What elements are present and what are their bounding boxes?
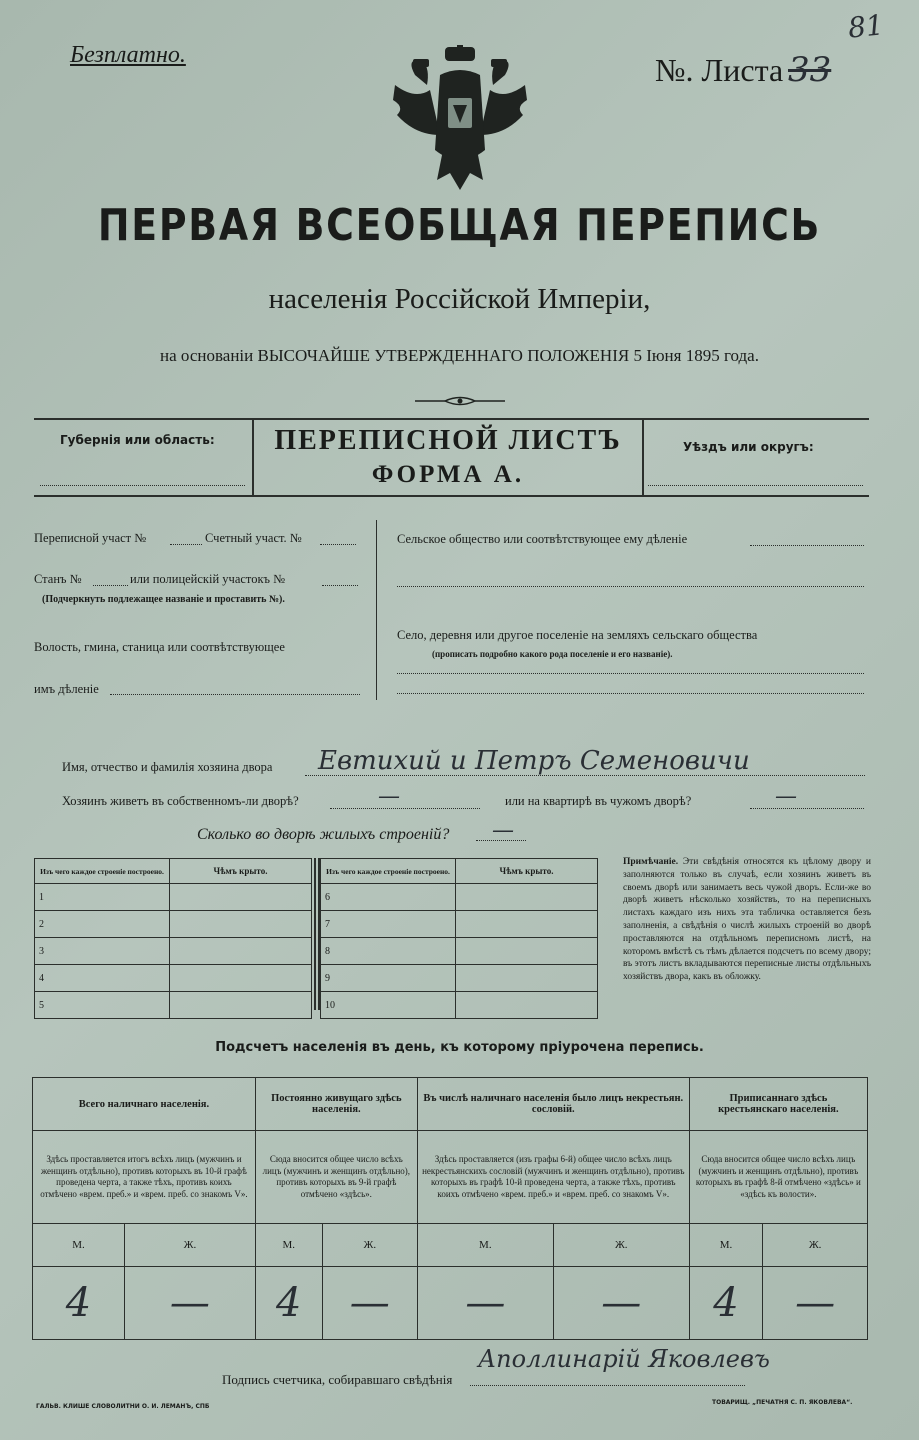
village-line-1 [397,673,864,674]
rural-society-line-2 [397,586,864,587]
village-note: (прописать подробно какого рода поселеніе и его названіе). [432,649,673,659]
volost-cont-label: имъ дѣленіе [34,682,99,696]
rural-society-label: Сельское общество или соотвѣтствующее ему дѣленіе [397,532,688,546]
form-title: ФОРМА А. [371,461,525,488]
pop-col-permanent-title: Постоянно живущаго здѣсь населенія. [255,1078,417,1131]
counting-section-label: Счетный участ. № [205,531,302,545]
pop-permanent-m-value: 4 [255,1267,322,1340]
buildings-value: — [492,818,514,843]
basis-line: на основаніи ВЫСОЧАЙШЕ УТВЕРЖДЕННАГО ПОЛОЖЕНІЯ 5 Іюня 1895 года. [160,346,759,365]
pop-registered-f-label: Ж. [763,1224,868,1267]
fields-divider [376,520,377,700]
owner-lives-own-value: — [378,784,400,809]
owner-lives-own-line [330,808,480,809]
province-label: Губернія или область: [60,433,215,447]
pop-total-f-label: Ж. [124,1224,255,1267]
pop-col-nonpeasant-desc: Здѣсь проставляется (изъ графы 6-й) общее число всѣхъ лицъ некрестьянскихъ сословій (мужчинъ и женщинъ отдѣльно), противъ которыхъ въ графѣ 10-й проведена черта, а также тѣхъ, противъ коихъ отмѣчено «врем. преб.» и «врем. преб. со знакомъ V». [417,1131,689,1224]
pop-nonpeasant-f-value: — [553,1267,689,1340]
pop-registered-m-label: М. [689,1224,763,1267]
owner-lives-rent-label: или на квартирѣ въ чужомъ дворѣ? [505,794,692,808]
signature-value: Аполлинарій Яковлевъ [478,1345,770,1373]
pop-col-permanent-desc: Сюда вносится общее число всѣхъ лицъ (мужчинъ и женщинъ отдѣльно), противъ которыхъ въ 9-й графѣ отмѣчено «здѣсь». [255,1131,417,1224]
pop-nonpeasant-f-label: Ж. [553,1224,689,1267]
buildings-row-1: 1 [35,884,170,911]
pop-permanent-f-value: — [322,1267,417,1340]
header-right-divider [642,418,644,496]
census-section-label: Переписной участ № [34,531,147,545]
population-title: Подсчетъ населенія въ день, къ которому пріурочена перепись. [215,1040,704,1055]
district-line [648,485,863,486]
page-corner-number: 81 [846,8,886,45]
buildings-double-rule-1 [314,858,316,1010]
owner-lives-rent-line [750,808,864,809]
police-section-label: или полицейскій участокъ № [130,572,286,586]
stan-label: Станъ № [34,572,82,586]
note-block [623,856,871,984]
owner-name-label: Имя, отчество и фамилія хозяина двора [62,760,273,774]
sheet-number-label: №. Листа [655,52,784,88]
pop-col-registered-desc: Сюда вносится общее число всѣхъ лицъ (мужчинъ и женщинъ отдѣльно), противъ которыхъ въ графѣ 8-й отмѣчено «здѣсь» и «здѣсь къ волости». [689,1131,867,1224]
pop-total-f-value: — [124,1267,255,1340]
pop-permanent-m-label: М. [255,1224,322,1267]
signature-label: Подпись счетчика, собиравшаго свѣдѣнія [222,1372,453,1387]
header-bottom-rule [34,495,869,497]
buildings-row-4: 4 [35,965,170,992]
sheet-number-value: 33 [788,50,832,90]
buildings-row-6: 6 [321,884,456,911]
buildings-row-2: 2 [35,911,170,938]
buildings-row-9: 9 [321,965,456,992]
pop-permanent-f-label: Ж. [322,1224,417,1267]
buildings-header-material-2: Изъ чего каждое строеніе построено. [321,859,456,884]
pop-registered-m-value: 4 [689,1267,763,1340]
free-label: Безплатно. [70,42,186,68]
pop-total-m-value: 4 [33,1267,125,1340]
footer-right-imprint: ТОВАРИЩ. „ПЕЧАТНЯ С. П. ЯКОВЛЕВА“. [712,1399,853,1406]
buildings-header-roof-2: Чѣмъ крыто. [456,859,598,884]
village-line-2 [397,693,864,694]
owner-lives-own-label: Хозяинъ живетъ въ собственномъ-ли дворѣ? [62,794,299,808]
subtitle: населенія Россійской Имперіи, [268,283,651,315]
buildings-table-left [34,858,312,1019]
buildings-row-5: 5 [35,992,170,1019]
double-headed-eagle-emblem [385,45,535,195]
ornament-divider [415,394,505,408]
village-label: Село, деревня или другое поселеніе на земляхъ сельскаго общества [397,628,758,642]
owner-name-value: Евтихий и Петръ Семеновичи [318,746,750,776]
census-section-line [170,544,202,545]
buildings-table-right [320,858,598,1019]
pop-col-registered-title: Приписаннаго здѣсь крестьянскаго населенія. [689,1078,867,1131]
pop-nonpeasant-m-label: М. [417,1224,553,1267]
province-line [40,485,245,486]
rural-society-line-1 [750,545,864,546]
note-title: Примѣчаніе. [623,857,679,867]
main-title: ПЕРВАЯ ВСЕОБЩАЯ ПЕРЕПИСЬ [97,200,822,251]
pop-col-total-title: Всего наличнаго населенія. [33,1078,256,1131]
buildings-row-7: 7 [321,911,456,938]
buildings-question: Сколько во дворѣ жилыхъ строеній? [197,826,450,843]
pop-total-m-label: М. [33,1224,125,1267]
district-label: Уѣздъ или округъ: [683,440,814,454]
footer-left-imprint: ГАЛЬВ. КЛИШЕ СЛОВОЛИТНИ О. И. ЛЕМАНЪ, СПБ [36,1403,210,1410]
volost-label: Волость, гмина, станица или соотвѣтствующее [34,640,285,654]
pop-col-total-desc: Здѣсь проставляется итогъ всѣхъ лицъ (мужчинъ и женщинъ отдѣльно), противъ которыхъ въ 10-й графѣ проведена черта, а также тѣхъ, противъ коихъ отмѣчено «врем. преб.» и «врем. преб. со знакомъ V». [33,1131,256,1224]
underline-note: (Подчеркнуть подлежащее названіе и проставить №). [42,594,285,605]
census-sheet-title: ПЕРЕПИСНОЙ ЛИСТЪ [274,425,622,456]
pop-col-nonpeasant-title: Въ числѣ наличнаго населенія было лицъ некрестьян. сословій. [417,1078,689,1131]
buildings-header-roof: Чѣмъ крыто. [170,859,312,884]
owner-lives-rent-value: — [775,784,797,809]
counting-section-line [320,544,356,545]
note-text: Эти свѣдѣнія относятся къ цѣлому двору и заполняются только въ случаѣ, если хозяинъ живетъ въ своемъ дворѣ или занимаетъ весь чужой дворъ. Если-же во дворѣ живетъ нѣсколько хозяйствъ, то на переписныхъ листахъ каждаго изъ нихъ эта табличка оставляется безъ заполненія, а свѣдѣнія о числѣ жилыхъ строеній во дворѣ проставляются на отдѣльномъ переписномъ листѣ, на которомъ вмѣстѣ съ тѣмъ дѣлается подсчетъ по всему двору; въ этотъ листъ вкладываются переписные листы отдѣльныхъ хозяйствъ двора, какъ въ обложку. [623,857,871,983]
signature-line [470,1385,745,1386]
buildings-row-3: 3 [35,938,170,965]
buildings-row-8: 8 [321,938,456,965]
police-section-line [322,585,358,586]
stan-line [93,585,128,586]
pop-nonpeasant-m-value: — [417,1267,553,1340]
header-top-rule [34,418,869,420]
population-table [32,1077,868,1340]
pop-registered-f-value: — [763,1267,868,1340]
buildings-header-material: Изъ чего каждое строеніе построено. [35,859,170,884]
volost-line [110,694,360,695]
header-left-divider [252,418,254,496]
buildings-row-10: 10 [321,992,456,1019]
